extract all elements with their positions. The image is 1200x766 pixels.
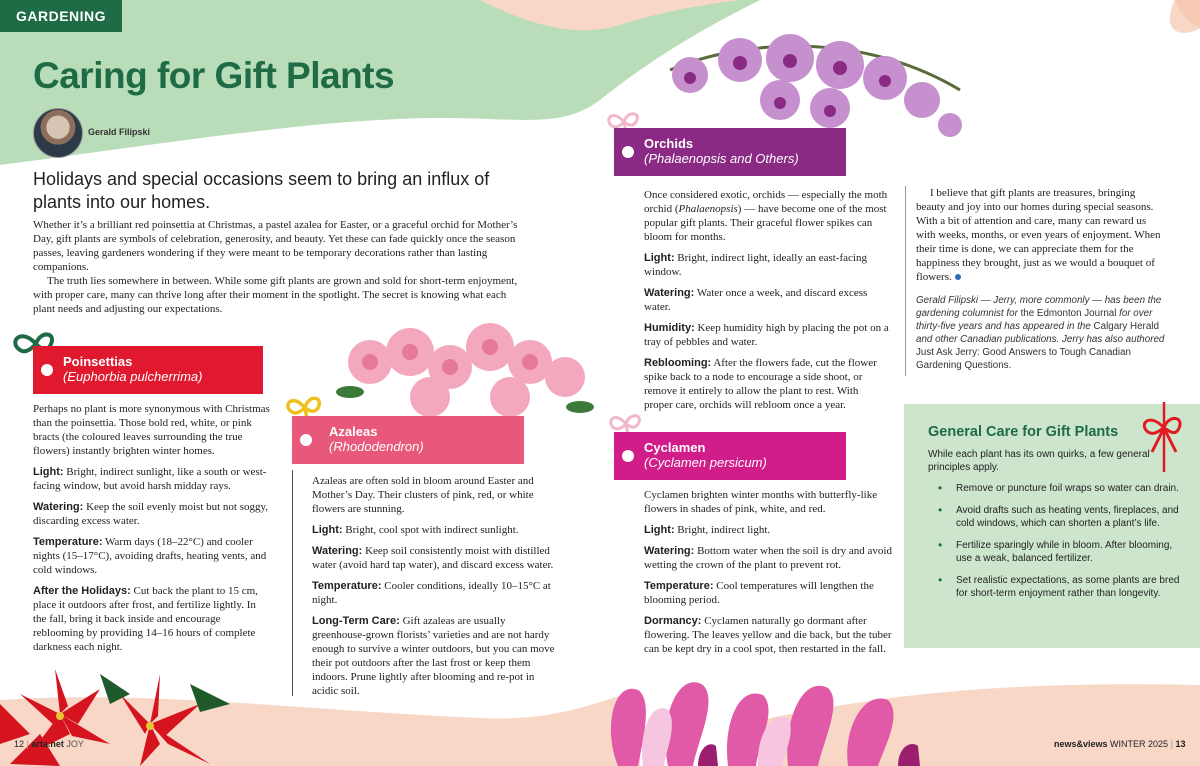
- cyclamen-intro: Cyclamen brighten winter months with butterfly-like flowers in shades of pink, white, and red.: [644, 489, 878, 515]
- lede: Holidays and special occasions seem to bring an influx of plants into our homes.: [33, 169, 490, 212]
- azaleas-header: [292, 416, 524, 464]
- author-avatar: [33, 108, 83, 158]
- poinsettias-temperature: Temperature: Warm days (18–22°C) and cooler nights (15–17°C), avoiding drafts, heating vents, and cold windows.: [33, 536, 267, 576]
- azaleas-name: Azaleas: [329, 424, 378, 439]
- orchids-humidity: Humidity: Keep humidity high by placing the pot on a tray of pebbles and water.: [644, 322, 889, 348]
- general-care-heading: General Care for Gift Plants: [928, 424, 1119, 440]
- cyclamen-name: Cyclamen: [644, 440, 706, 455]
- column-rule: [905, 186, 906, 376]
- poinsettias-after: After the Holidays: Cut back the plant to 15 cm, place it outdoors after frost, and fertilize lightly. In the fall, bring it back inside and encourage reblooming by providing 14–16 hours of complete darkness each night.: [33, 585, 258, 653]
- poinsettias-name: Poinsettias: [63, 354, 133, 369]
- intro-paragraph-1: Whether it’s a brilliant red poinsettia at Christmas, a pastel azalea for Easter, or a graceful orchid for Mother’s Day, gift plants are symbols of celebration, generosity, and beauty. Yet these can fade quickly once the season passes, leaving gardeners wondering if they were meant to be temporary decorations rather than lasting companions.: [33, 219, 518, 273]
- orchids-intro: Once considered exotic, orchids — especially the moth orchid (Phalaenopsis) — have become one of the most popular gift plants. Their graceful flower spikes can bloom for months.: [644, 189, 888, 243]
- author-bio: Gerald Filipski — Jerry, more commonly — has been the gardening columnist for the Edmonton Journal for over thirty-five years and has appeared in the Calgary Herald and other Canadian publications. Jerry has also authored Just Ask Jerry: Good Answers to Tough Canadian Gardening Questions.: [916, 295, 1165, 371]
- orchid-image: [660, 30, 980, 140]
- poinsettias-scientific: (Euphorbia pulcherrima): [63, 369, 203, 384]
- list-item: • Fertilize sparingly while in bloom. After blooming, use a weak, balanced fertilizer.: [928, 539, 1180, 565]
- orchids-light: Light: Bright, indirect light, ideally an east-facing window.: [644, 252, 867, 278]
- tag-hole-icon: [622, 146, 634, 158]
- footer-issue-left: JOY: [66, 739, 84, 749]
- footer-issue-right: WINTER 2025: [1110, 739, 1169, 749]
- article-title: Caring for Gift Plants: [33, 55, 395, 96]
- orchids-watering: Watering: Water once a week, and discard excess water.: [644, 287, 868, 313]
- azaleas-light: Light: Bright, cool spot with indirect sunlight.: [312, 524, 519, 536]
- azaleas-scientific: (Rhododendron): [329, 439, 424, 454]
- azaleas-intro: Azaleas are often sold in bloom around Easter and Mother’s Day. Their clusters of pink, red, or white flowers are stunning.: [312, 475, 534, 515]
- footer-brand: news&views: [1054, 739, 1108, 749]
- closing-paragraph: I believe that gift plants are treasures, bringing beauty and joy into our homes during special seasons. With a bit of attention and care, many can reward us with weeks, months, or even years of enjoyment. When their time is done, we can appreciate them for the happiness they brought, just as we would a bouquet of flowers.: [916, 187, 1161, 283]
- orchids-scientific: (Phalaenopsis and Others): [644, 151, 799, 166]
- orchids-reblooming: Reblooming: After the flowers fade, cut the flower spike back to a node to encourage a side shoot, or remove it entirely to allow the plant to rest. With proper care, orchids will rebloom once a year.: [644, 357, 877, 411]
- poinsettias-header: [33, 346, 263, 394]
- azaleas-rule: [292, 470, 293, 696]
- footer-site: arta.net: [31, 739, 64, 749]
- poinsettia-image: [0, 664, 232, 766]
- intro-text: [33, 218, 523, 316]
- closing-column: [916, 186, 1166, 379]
- tag-hole-icon: [41, 364, 53, 376]
- poinsettias-text: [33, 402, 271, 661]
- poinsettias-watering: Watering: Keep the soil evenly moist but not soggy, discarding excess water.: [33, 501, 269, 527]
- orchids-name: Orchids: [644, 136, 694, 151]
- cyclamen-dormancy: Dormancy: Cyclamen naturally go dormant after flowering. The leaves yellow and die back, but the tuber can be kept dry in a cool spot, then restarted in the fall.: [644, 615, 892, 655]
- azaleas-text: [312, 474, 557, 705]
- footer-right: news&views WINTER 2025 | 13: [1054, 739, 1186, 749]
- cyclamen-text: [644, 488, 894, 663]
- cyclamen-temperature: Temperature: Cool temperatures will lengthen the blooming period.: [644, 580, 874, 606]
- intro-paragraph-2: The truth lies somewhere in between. While some gift plants are grown and sold for short-term enjoyment, with proper care, many can thrive long after their moment in the spotlight. The secret is knowing what each plant needs and adjusting our expectations.: [33, 275, 518, 315]
- poinsettias-light: Light: Bright, indirect sunlight, like a south or west-facing window, but avoid harsh midday rays.: [33, 466, 267, 492]
- orchids-text: [644, 188, 889, 419]
- general-care-intro: While each plant has its own quirks, a few general principles apply.: [928, 449, 1150, 473]
- tag-hole-icon: [300, 434, 312, 446]
- list-item: • Set realistic expectations, as some plants are bred for short-term enjoyment rather than longevity.: [928, 574, 1180, 600]
- page-number-left: 12: [14, 739, 25, 749]
- azalea-image: [330, 312, 600, 432]
- care-box-ribbon-icon: [1134, 402, 1194, 472]
- footer-left: 12 | arta.net JOY: [14, 739, 84, 749]
- azaleas-temperature: Temperature: Cooler conditions, ideally 10–15°C at night.: [312, 580, 551, 606]
- cyclamen-watering: Watering: Bottom water when the soil is dry and avoid wetting the crown of the plant to prevent rot.: [644, 545, 892, 571]
- section-tab: GARDENING: [0, 0, 122, 32]
- end-mark-icon: [955, 274, 961, 280]
- tag-hole-icon: [622, 450, 634, 462]
- azaleas-watering: Watering: Keep soil consistently moist with distilled water (avoid hard tap water), and discard excess water.: [312, 545, 554, 571]
- orchids-header: [614, 128, 846, 176]
- azaleas-longterm: Long-Term Care: Gift azaleas are usually greenhouse-grown florists’ varieties and are not hardy enough to survive a winter outdoors, but you can move their pot outdoors after the last frost or keep them indoors. Prune lightly after blooming and re-pot in acidic soil.: [312, 615, 555, 697]
- general-care-list: [928, 482, 1180, 600]
- poinsettias-intro: Perhaps no plant is more synonymous with Christmas than the poinsettia. Those bold red, white, or pink bracts (the coloured leaves surrounding the true flowers) instantly brighten winter homes.: [33, 403, 270, 457]
- cyclamen-light: Light: Bright, indirect light.: [644, 524, 771, 536]
- page-number-right: 13: [1175, 739, 1186, 749]
- cyclamen-image: [598, 670, 928, 766]
- author-name: Gerald Filipski: [88, 127, 151, 137]
- list-item: • Remove or puncture foil wraps so water can drain.: [928, 482, 1180, 495]
- list-item: • Avoid drafts such as heating vents, fireplaces, and cold windows, which can shorten a plant’s life.: [928, 504, 1180, 530]
- cyclamen-scientific: (Cyclamen persicum): [644, 455, 767, 470]
- cyclamen-header: [614, 432, 846, 480]
